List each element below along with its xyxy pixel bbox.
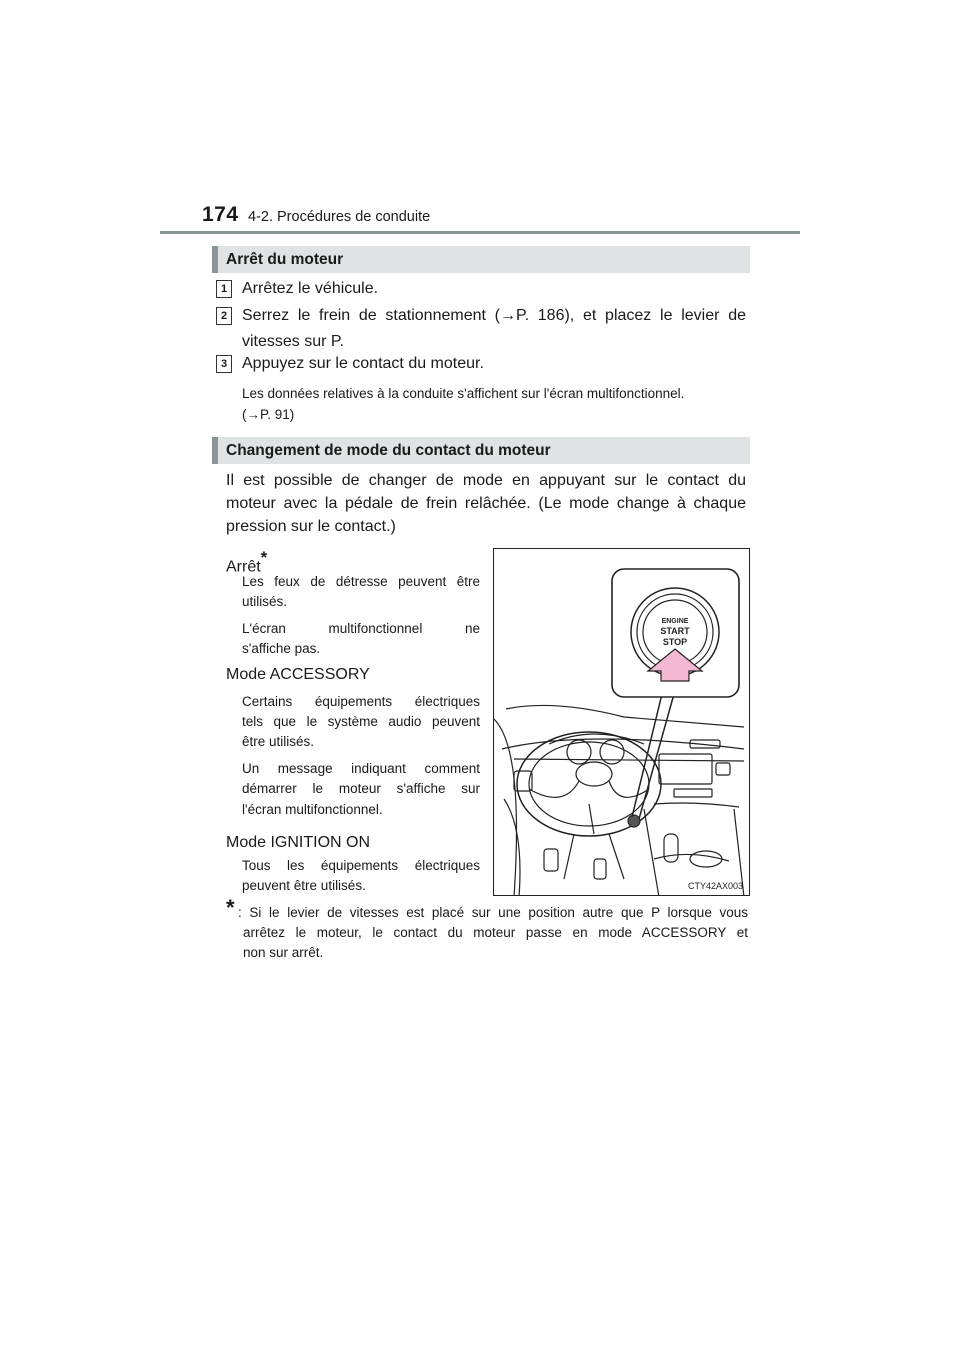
header-divider <box>160 231 800 234</box>
step-2-text-line2: vitesses sur P. <box>242 333 344 350</box>
mode-accessory-desc-line1: Certains équipements électriques <box>242 694 480 709</box>
mode-off-asterisk: * <box>260 548 268 567</box>
dashboard-drawing <box>494 549 750 896</box>
step-badge-3: 3 <box>216 355 232 373</box>
mode-off-name: Arrêt <box>226 558 261 576</box>
section-title-mode-change: Changement de mode du contact du moteur <box>212 437 750 464</box>
step-2-text-line1: Serrez le frein de stationnement (→P. 186), et placez le levier de <box>242 307 746 324</box>
footnote-line3: non sur arrêt. <box>243 945 324 960</box>
mode-accessory-desc-line4: Un message indiquant comment <box>242 761 480 776</box>
button-label-start: START <box>660 626 690 636</box>
intro-line1: Il est possible de changer de mode en appuyant sur le contact du <box>226 472 746 489</box>
step-badge-2: 2 <box>216 307 232 325</box>
footnote-asterisk: * <box>226 895 235 920</box>
mode-ignition-heading: Mode IGNITION ON <box>226 834 371 851</box>
step-3-text: Appuyez sur le contact du moteur. <box>242 355 484 372</box>
step-1-text: Arrêtez le véhicule. <box>242 280 379 297</box>
button-label-stop: STOP <box>662 637 688 647</box>
mode-off-desc-line4: s'affiche pas. <box>242 641 321 656</box>
dashboard-illustration <box>493 548 750 896</box>
mode-off-desc-line2: utilisés. <box>242 594 288 609</box>
section-title-stop-engine: Arrêt du moteur <box>212 246 750 273</box>
intro-line3: pression sur le contact.) <box>226 518 396 535</box>
mode-ignition-desc-line2: peuvent être utilisés. <box>242 878 366 893</box>
figure-code: CTY42AX003 <box>687 881 743 891</box>
mode-accessory-desc-line3: être utilisés. <box>242 734 315 749</box>
section-breadcrumb: 4-2. Procédures de conduite <box>248 209 431 225</box>
step-badge-1: 1 <box>216 280 232 298</box>
footnote-line1: : Si le levier de vitesses est placé sur une position autre que P lorsque vous <box>238 905 748 920</box>
footnote-line2: arrêtez le moteur, le contact du moteur passe en mode ACCESSORY et <box>243 925 748 940</box>
page-number: 174 <box>202 203 239 226</box>
mode-off-desc-line1: Les feux de détresse peuvent être <box>242 574 480 589</box>
mode-accessory-heading: Mode ACCESSORY <box>226 666 370 683</box>
mode-ignition-desc-line1: Tous les équipements électriques <box>242 858 480 873</box>
mode-accessory-desc-line2: tels que le système audio peuvent <box>242 714 480 729</box>
stop-note-line2: (→P. 91) <box>242 407 295 422</box>
mode-off-desc-line3: L'écran multifonctionnel ne <box>242 621 480 636</box>
mode-accessory-desc-line5: démarrer le moteur s'affiche sur <box>242 781 480 796</box>
mode-accessory-desc-line6: l'écran multifonctionnel. <box>242 802 383 817</box>
intro-line2: moteur avec la pédale de frein relâchée. (Le mode change à chaque <box>226 495 746 512</box>
stop-note-line1: Les données relatives à la conduite s'affichent sur l'écran multifonctionnel. <box>242 386 685 401</box>
button-label-engine: ENGINE <box>661 618 689 625</box>
